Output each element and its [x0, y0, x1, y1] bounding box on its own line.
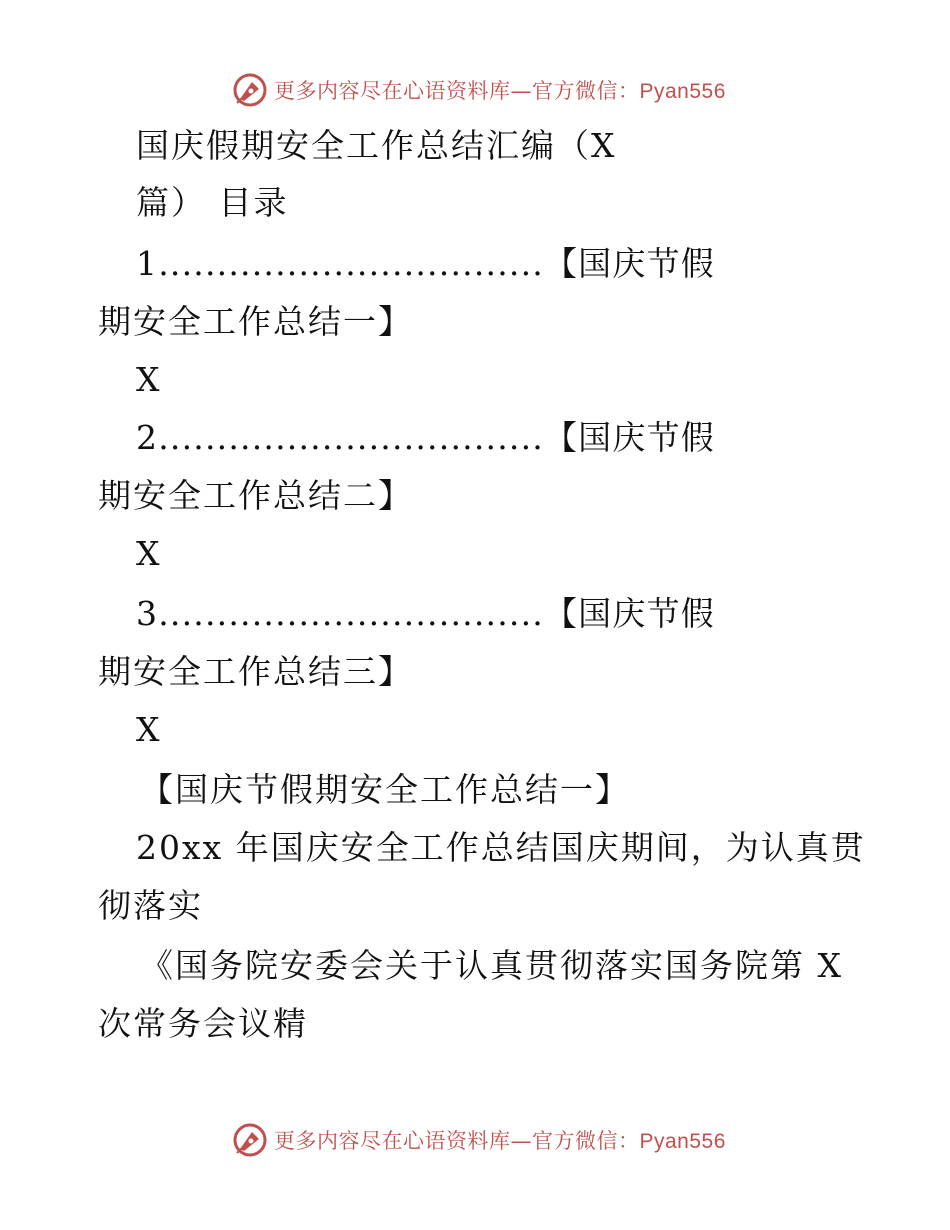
paragraph-1-line-1: 20xx 年国庆安全工作总结国庆期间，为认真贯	[136, 828, 866, 867]
toc-entry-2-page: X	[136, 534, 162, 573]
watermark-text: 更多内容尽在心语资料库—官方微信：Pyan556	[274, 1129, 726, 1153]
watermark-banner-top	[232, 70, 726, 110]
watermark-banner-bottom	[232, 1120, 726, 1160]
toc-entry-1	[136, 244, 715, 284]
section-heading: 【国庆节假期安全工作总结一】	[140, 770, 630, 809]
paragraph-2-line-2: 次常务会议精	[98, 1004, 308, 1043]
toc-entry-1-page: X	[136, 360, 162, 399]
toc-entry-1-title-continued: 期安全工作总结一】	[98, 302, 413, 341]
toc-entry-3	[136, 594, 715, 634]
paragraph-1-line-2: 彻落实	[98, 886, 203, 925]
toc-entry-3-page: X	[136, 710, 162, 749]
pen-nib-logo-icon	[232, 72, 268, 108]
document-title-line-1: 国庆假期安全工作总结汇编（X	[136, 126, 617, 165]
document-title-line-2: 篇） 目录	[136, 183, 289, 222]
paragraph-2-line-1: 《国务院安委会关于认真贯彻落实国务院第 X	[140, 946, 843, 985]
toc-leader: 3.................................	[136, 594, 544, 633]
toc-entry-3-title-continued: 期安全工作总结三】	[98, 652, 413, 691]
watermark-text: 更多内容尽在心语资料库—官方微信：Pyan556	[274, 79, 726, 103]
toc-entry-2-title-continued: 期安全工作总结二】	[98, 476, 413, 515]
toc-title: 【国庆节假	[543, 244, 715, 283]
toc-title: 【国庆节假	[543, 594, 715, 633]
toc-entry-2	[136, 418, 715, 458]
toc-leader: 1.................................	[136, 244, 544, 283]
pen-nib-logo-icon	[232, 1122, 268, 1158]
toc-leader: 2.................................	[136, 418, 544, 457]
toc-title: 【国庆节假	[543, 418, 715, 457]
